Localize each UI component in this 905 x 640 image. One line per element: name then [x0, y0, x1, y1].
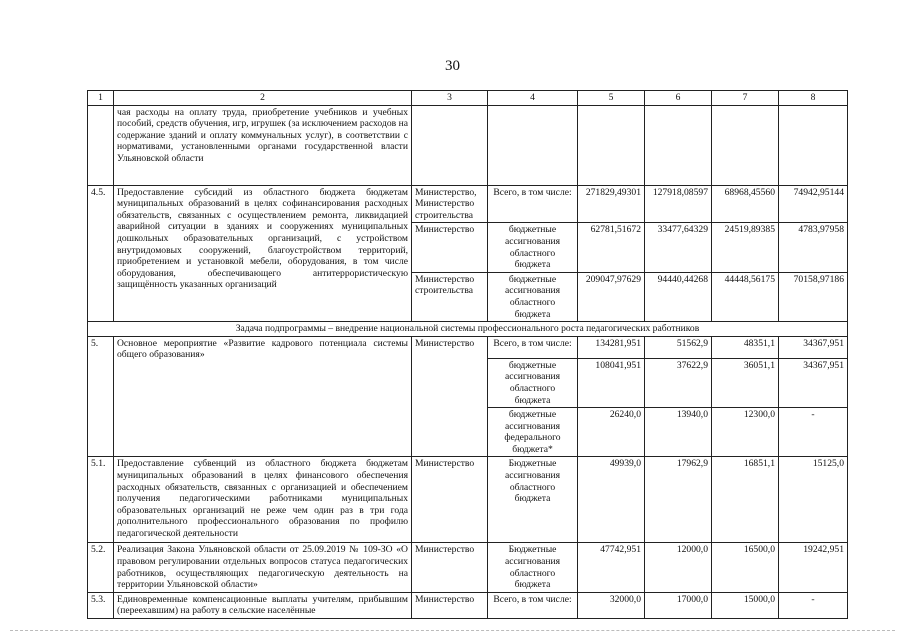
scan-edge-divider	[10, 630, 895, 632]
continuation-text: чая расходы на оплату труда, приобретение учебников и учебных пособий, средств обучения, игр, игрушек (за исключением расходов на содержание зданий и оплату коммунальных услуг), в соответствии с нормативами, установленными органами государственной власти Ульяновской области	[114, 105, 412, 185]
header-cell: 8	[779, 91, 848, 106]
executor: Министерство	[412, 543, 488, 592]
executor: Министерство, Министерство строительства	[412, 185, 488, 223]
funding-source: Всего, в том числе:	[488, 185, 578, 223]
value-cell: 44448,56175	[712, 272, 779, 321]
row-description: Единовременные компенсационные выплаты учителям, прибывшим (переехавшим) на работу в сельские населённые	[114, 592, 412, 618]
header-cell: 3	[412, 91, 488, 106]
value-cell: 16500,0	[712, 543, 779, 592]
row-number: 5.3.	[88, 592, 114, 618]
executor: Министерство	[412, 592, 488, 618]
executor: Министерство	[412, 223, 488, 272]
funding-source: Всего, в том числе:	[488, 336, 578, 358]
header-row	[88, 91, 848, 106]
row-number: 5.1.	[88, 457, 114, 543]
header-cell: 6	[645, 91, 712, 106]
page-number: 30	[445, 58, 460, 74]
value-cell: 32000,0	[578, 592, 645, 618]
value-cell: -	[779, 408, 848, 457]
value-cell: 12000,0	[645, 543, 712, 592]
funding-source: бюджетные ассигнования областного бюджета	[488, 358, 578, 407]
executor: Министерство строительства	[412, 272, 488, 321]
row-number: 5.	[88, 336, 114, 457]
section-title: Задача подпрограммы – внедрение национальной системы профессионального роста педагогических работников	[88, 322, 848, 337]
funding-source: бюджетные ассигнования федерального бюджета*	[488, 408, 578, 457]
funding-source: бюджетные ассигнования областного бюджета	[488, 223, 578, 272]
section-row	[88, 322, 848, 337]
header-cell: 1	[88, 91, 114, 106]
value-cell: 36051,1	[712, 358, 779, 407]
funding-source: Бюджетные ассигнования областного бюджета	[488, 457, 578, 543]
value-cell: 15125,0	[779, 457, 848, 543]
value-cell: 70158,97186	[779, 272, 848, 321]
row-description: Реализация Закона Ульяновской области от 25.09.2019 № 109-ЗО «О правовом регулировании отдельных вопросов статуса педагогических работников, осуществляющих педагогическую деятельность на территории Ульяновской области»	[114, 543, 412, 592]
value-cell: 19242,951	[779, 543, 848, 592]
value-cell: 24519,89385	[712, 223, 779, 272]
header-cell: 2	[114, 91, 412, 106]
value-cell: 15000,0	[712, 592, 779, 618]
row-description: Предоставление субсидий из областного бюджета бюджетам муниципальных образований в целях софинансирования расходных обязательств, связанных с осуществлением ремонта, ликвидацией аварийной ситуации в зданиях и сооружениях муниципальных дошкольных образовательных организаций, с устройством внутридомовых сооружений, благоустройством территорий, приобретением и установкой мебели, оборудования, в том числе оборудования, обеспечивающего антитеррористическую защищённость указанных организаций	[114, 185, 412, 322]
value-cell: 33477,64329	[645, 223, 712, 272]
value-cell: 108041,951	[578, 358, 645, 407]
row-description: Основное мероприятие «Развитие кадрового потенциала системы общего образования»	[114, 336, 412, 457]
value-cell: 127918,08597	[645, 185, 712, 223]
value-cell: 134281,951	[578, 336, 645, 358]
row-description: Предоставление субвенций из областного бюджета бюджетам муниципальных образований в целях финансового обеспечения расходных обязательств, связанных с организацией и обеспечением получения педагогическими работниками муниципальных образовательных организаций не реже чем один раз в три года дополнительного профессионального образования по профилю педагогической деятельности	[114, 457, 412, 543]
value-cell: 13940,0	[645, 408, 712, 457]
value-cell: 49939,0	[578, 457, 645, 543]
executor: Министерство	[412, 457, 488, 543]
header-cell: 7	[712, 91, 779, 106]
value-cell: 47742,951	[578, 543, 645, 592]
table-row	[88, 105, 848, 185]
value-cell: 94440,44268	[645, 272, 712, 321]
value-cell: 34367,951	[779, 358, 848, 407]
value-cell: 4783,97958	[779, 223, 848, 272]
table-row	[88, 543, 848, 592]
table-row	[88, 336, 848, 358]
funding-source: бюджетные ассигнования областного бюджета	[488, 272, 578, 321]
value-cell: 271829,49301	[578, 185, 645, 223]
value-cell: 12300,0	[712, 408, 779, 457]
header-cell: 5	[578, 91, 645, 106]
table-row	[88, 592, 848, 618]
value-cell: 74942,95144	[779, 185, 848, 223]
funding-source: Бюджетные ассигнования областного бюджета	[488, 543, 578, 592]
executor: Министерство	[412, 336, 488, 457]
table-row	[88, 457, 848, 543]
value-cell: 17000,0	[645, 592, 712, 618]
value-cell: 209047,97629	[578, 272, 645, 321]
value-cell: 16851,1	[712, 457, 779, 543]
value-cell: -	[779, 592, 848, 618]
value-cell: 62781,51672	[578, 223, 645, 272]
value-cell: 37622,9	[645, 358, 712, 407]
funding-source: Всего, в том числе:	[488, 592, 578, 618]
value-cell: 51562,9	[645, 336, 712, 358]
header-cell: 4	[488, 91, 578, 106]
budget-table	[87, 90, 848, 619]
row-number: 4.5.	[88, 185, 114, 322]
table-row	[88, 185, 848, 223]
value-cell: 17962,9	[645, 457, 712, 543]
value-cell: 68968,45560	[712, 185, 779, 223]
value-cell: 34367,951	[779, 336, 848, 358]
value-cell: 26240,0	[578, 408, 645, 457]
value-cell: 48351,1	[712, 336, 779, 358]
row-number: 5.2.	[88, 543, 114, 592]
